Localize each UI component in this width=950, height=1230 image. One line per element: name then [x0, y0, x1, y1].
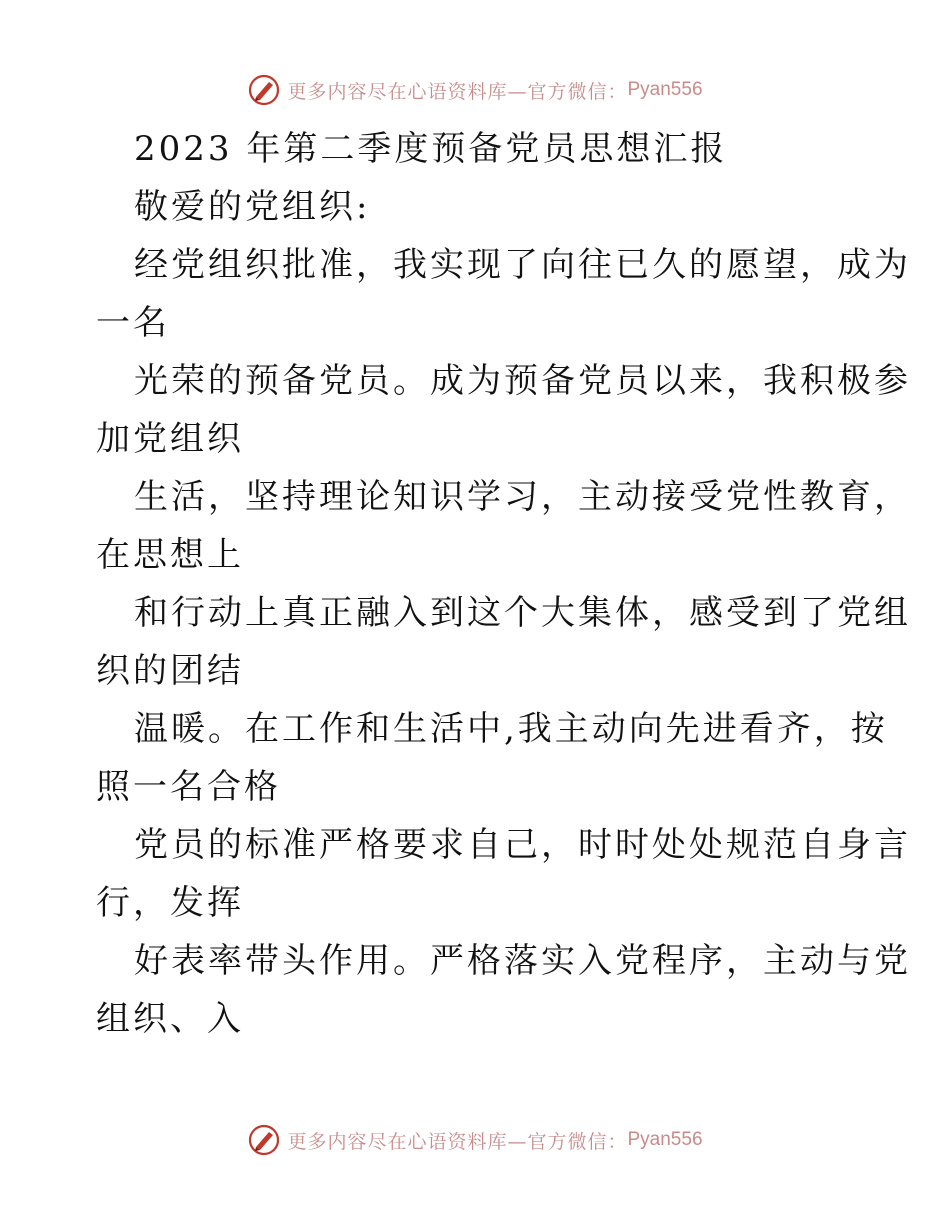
header-watermark: [0, 70, 950, 110]
pen-logo-icon: [247, 73, 281, 107]
watermark-wechat-id: Pyan556: [627, 1129, 703, 1150]
body-line: 经党组织批准，我实现了向往已久的愿望，成为: [134, 245, 911, 285]
body-line: 好表率带头作用。严格落实入党程序，主动与党: [134, 941, 911, 981]
body-line: 生活，坚持理论知识学习，主动接受党性教育，: [134, 477, 911, 517]
footer-watermark: [0, 1120, 950, 1160]
body-line: 和行动上真正融入到这个大集体，感受到了党组: [134, 593, 911, 633]
pen-logo-icon: [247, 1123, 281, 1157]
body-line: 温暖。在工作和生活中,我主动向先进看齐，按: [134, 709, 888, 749]
body-line: 照一名合格: [96, 767, 281, 807]
watermark-text: 更多内容尽在心语资料库—官方微信：: [287, 1130, 628, 1153]
document-title: 2023 年第二季度预备党员思想汇报: [134, 129, 728, 169]
body-line: 在思想上: [96, 535, 244, 575]
body-line: 织的团结: [96, 651, 244, 691]
watermark-wechat-id: Pyan556: [627, 79, 703, 100]
body-line: 加党组织: [96, 419, 244, 459]
body-line: 组织、入: [96, 999, 244, 1039]
body-line: 党员的标准严格要求自己，时时处处规范自身言: [134, 825, 911, 865]
document-body: [96, 120, 911, 1048]
body-line: 一名: [96, 303, 170, 343]
body-line: 光荣的预备党员。成为预备党员以来，我积极参: [134, 361, 911, 401]
watermark-text: 更多内容尽在心语资料库—官方微信：: [287, 80, 628, 103]
body-line: 行，发挥: [96, 883, 244, 923]
salutation: 敬爱的党组织:: [134, 187, 371, 227]
